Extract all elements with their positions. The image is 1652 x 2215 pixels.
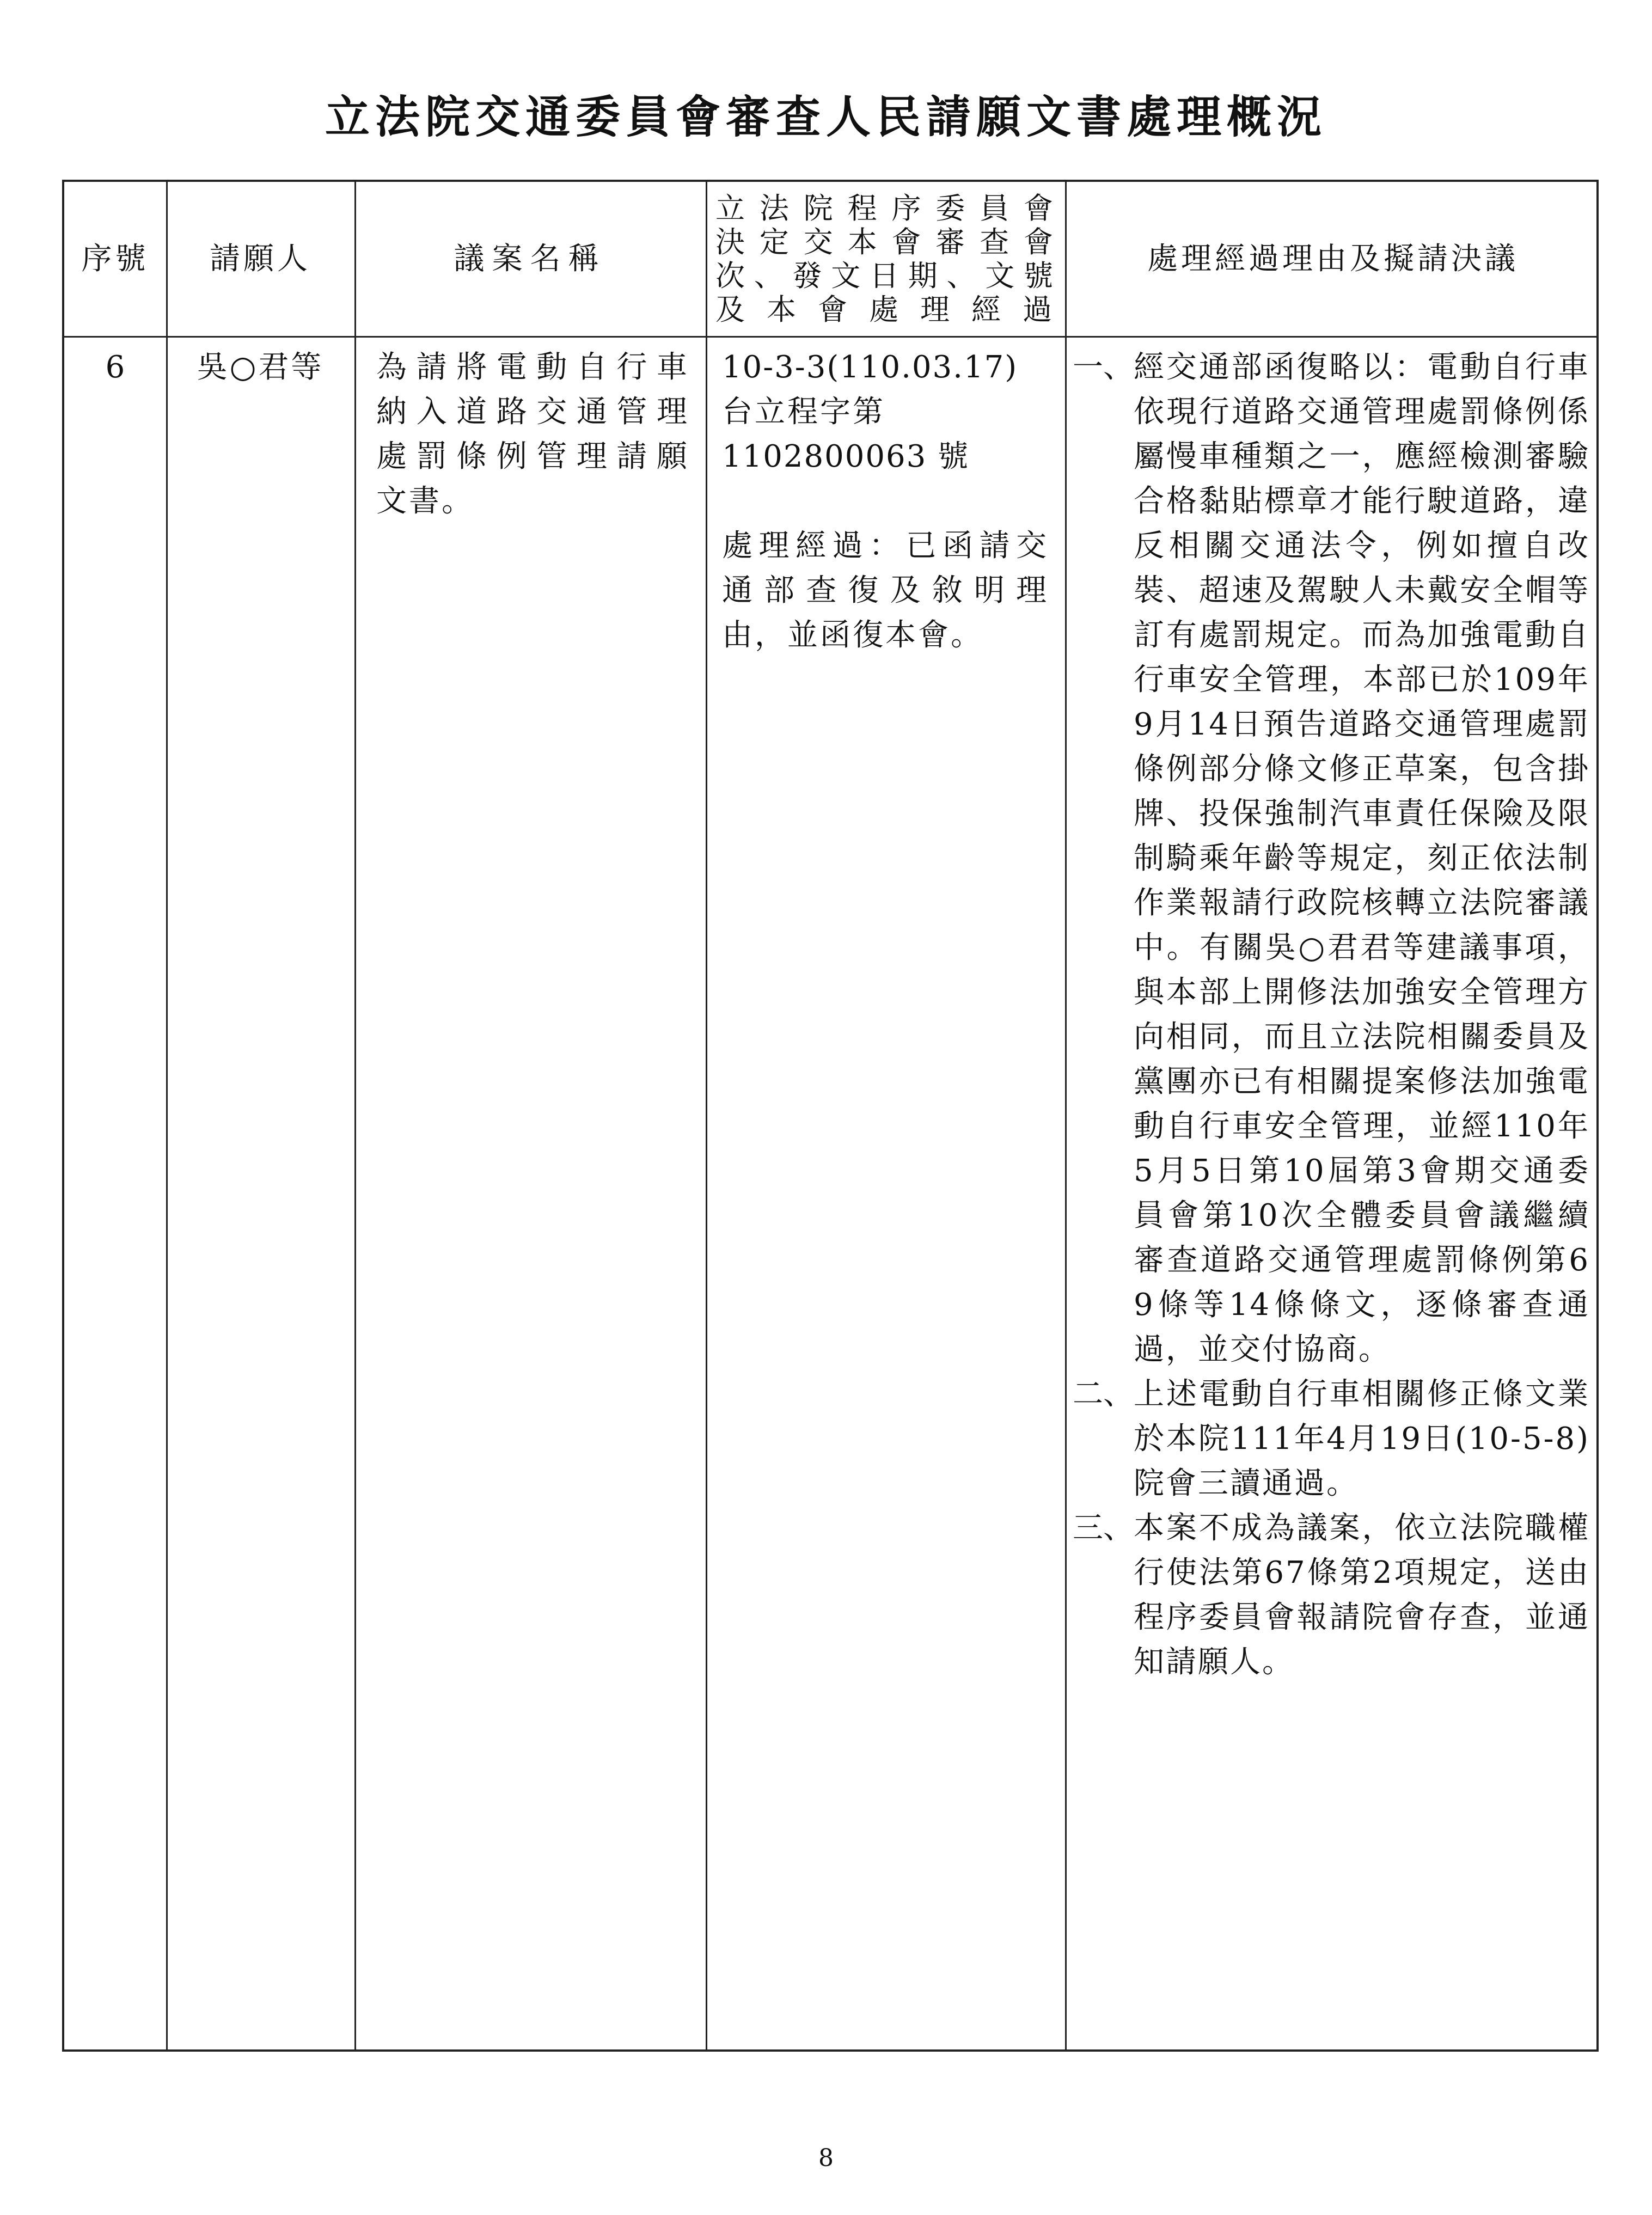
resolution-item-number: 三、	[1073, 1510, 1134, 1546]
row-resolution	[1065, 345, 1601, 1685]
resolution-item-number: 一、	[1073, 350, 1134, 385]
header-divider	[64, 336, 1596, 338]
procedure-note-line: 通部查復及敘明理	[722, 573, 1049, 608]
row-procedure	[706, 345, 1065, 658]
case-name-line: 文書。	[376, 484, 474, 519]
procedure-doc-prefix: 台立程字第	[722, 394, 885, 430]
header-case-name: 議案名稱	[454, 241, 607, 277]
column-divider	[166, 182, 168, 2049]
petition-table	[62, 180, 1599, 2052]
procedure-session: 10-3-3(110.03.17)	[722, 350, 1018, 385]
resolution-item	[1073, 1506, 1590, 1685]
procedure-note-line: 由，並函復本會。	[722, 617, 983, 653]
header-resolution: 處理經過理由及擬請決議	[1147, 241, 1519, 277]
header-procedure-line: 及本會處理經過	[715, 292, 1055, 327]
header-procedure-line: 決定交本會審查會	[715, 224, 1055, 259]
case-name-line: 為請將電動自行車	[376, 350, 689, 385]
resolution-item-text: 上述電動自行車相關修正條文業於本院111年4月19日(10-5-8)院會三讀通過。	[1134, 1376, 1590, 1501]
resolution-item	[1073, 345, 1590, 1372]
page-number: 8	[818, 2144, 834, 2172]
resolution-item	[1073, 1372, 1590, 1506]
case-name-line: 處罰條例管理請願	[376, 439, 689, 474]
header-procedure-line: 立法院程序委員會	[715, 191, 1055, 225]
header-procedure-line: 次、發文日期、文號	[715, 258, 1055, 293]
procedure-note-line: 處理經過：已函請交	[722, 528, 1049, 564]
row-seq: 6	[105, 350, 125, 385]
page-title: 立法院交通委員會審查人民請願文書處理概況	[325, 91, 1327, 143]
case-name-line: 納入道路交通管理	[376, 394, 689, 430]
resolution-item-text: 經交通部函復略以：電動自行車依現行道路交通管理處罰條例係屬慢車種類之一，應經檢測審驗合格黏貼標章才能行駛道路，違反相關交通法令，例如擅自改裝、超速及駕駛人未戴安全帽等訂有處罰規定。而為加強電動自行車安全管理，本部已於109年9月14日預告道路交通管理處罰條例部分條文修正草案，包含掛牌、投保強制汽車責任保險及限制騎乘年齡等規定，刻正依法制作業報請行政院核轉立法院審議中。有關吳○君君等建議事項，與本部上開修法加強安全管理方向相同，而且立法院相關委員及黨團亦已有相關提案修法加強電動自行車安全管理，並經110年5月5日第10屆第3會期交通委員會第10次全體委員會議繼續審查道路交通管理處罰條例第69條等14條條文，逐條審查通過，並交付協商。	[1134, 350, 1590, 1367]
row-petitioner: 吳○君等	[197, 350, 324, 385]
row-case-name	[354, 345, 706, 524]
resolution-item-text: 本案不成為議案，依立法院職權行使法第67條第2項規定，送由程序委員會報請院會存查，並通知請願人。	[1134, 1510, 1590, 1680]
header-petitioner: 請願人	[210, 241, 311, 277]
header-procedure	[706, 182, 1065, 336]
resolution-item-number: 二、	[1073, 1376, 1134, 1412]
procedure-doc-number: 1102800063 號	[722, 439, 970, 474]
header-seq: 序號	[81, 241, 149, 277]
